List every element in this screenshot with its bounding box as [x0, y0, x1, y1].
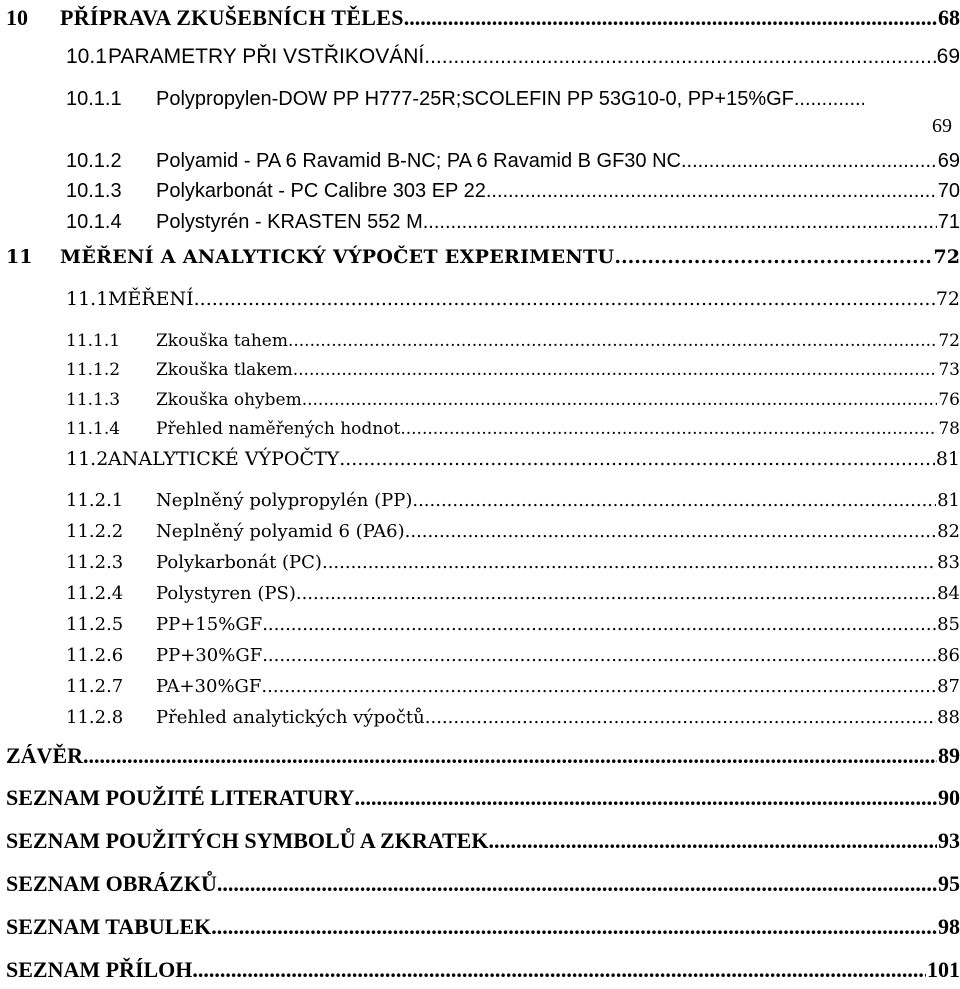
- toc-entry-number: 11.1.4: [66, 419, 121, 440]
- toc-leader-dots: [488, 829, 937, 853]
- toc-entry-title: SEZNAM OBRÁZKŮ: [6, 870, 217, 896]
- toc-entry-number: 11.2.2: [66, 521, 124, 543]
- toc-entry[interactable]: [0, 823, 960, 853]
- toc-entry-title: ZÁVĚR: [6, 742, 84, 768]
- toc-entry-number: 11.2.3: [66, 552, 124, 574]
- toc-entry-title: PŘÍPRAVA ZKUŠEBNÍCH TĚLES: [60, 4, 404, 30]
- toc-entry[interactable]: [0, 0, 960, 30]
- toc-entry-number: 11.2.7: [66, 676, 124, 698]
- toc-entry-number: 11.2.5: [66, 614, 124, 636]
- toc-entry-title: Polyamid - PA 6 Ravamid B-NC; PA 6 Ravamid B GF30 NC: [156, 150, 681, 172]
- toc-entry-title: Polypropylen-DOW PP H777-25R;SCOLEFIN PP 53G10-0, PP+15%GF: [156, 88, 794, 110]
- toc-leader-dots: [424, 45, 935, 68]
- toc-entry-page: 95: [938, 870, 960, 896]
- toc-entry-page: 70: [937, 180, 960, 202]
- toc-entry-page: 87: [937, 676, 960, 698]
- toc-entry-page: 84: [937, 583, 960, 605]
- toc-entry[interactable]: [0, 409, 960, 439]
- toc-entry-page: 69: [937, 150, 960, 172]
- toc-entry-number: 11.2.1: [66, 490, 124, 512]
- toc-leader-dots: [262, 646, 936, 666]
- toc-leader-dots: [293, 361, 938, 380]
- toc-leader-dots: [423, 211, 937, 233]
- toc-entry[interactable]: [0, 80, 960, 110]
- toc-entry-number: 11.2.6: [66, 645, 124, 667]
- toc-entry-page: 101: [927, 956, 960, 982]
- toc-entry-page: 69: [932, 115, 952, 137]
- toc-entry-number: 10.1.3: [66, 180, 122, 202]
- toc-leader-dots: [322, 553, 936, 573]
- toc-entry-number: 10.1: [66, 44, 107, 68]
- toc-entry-number: 10.1.2: [66, 150, 122, 172]
- toc-entry[interactable]: [0, 321, 960, 351]
- toc-entry[interactable]: [0, 866, 960, 896]
- toc-entry-page: 71: [937, 211, 960, 233]
- toc-leader-dots: [192, 958, 926, 982]
- toc-leader-dots: [354, 786, 937, 810]
- toc-leader-dots: [486, 180, 937, 202]
- toc-entry[interactable]: [0, 780, 960, 810]
- toc-entry[interactable]: [0, 574, 960, 604]
- toc-leader-dots: [288, 332, 937, 351]
- toc-entry-number: 11.2: [66, 448, 109, 471]
- toc-entry-page: 78: [938, 419, 960, 440]
- toc-entry-title: PP+30%GF: [156, 645, 263, 667]
- toc-entry-number: 10.1.4: [66, 211, 122, 233]
- toc-entry-title: PP+15%GF: [156, 614, 263, 636]
- toc-leader-dots: [83, 744, 937, 768]
- toc-entry-number: 11: [6, 246, 33, 269]
- toc-leader-dots: [302, 391, 938, 410]
- toc-entry-page: 69: [936, 44, 960, 68]
- toc-entry-title: PA+30%GF: [156, 676, 262, 698]
- toc-entry-page: 86: [937, 645, 960, 667]
- toc-leader-dots: [404, 6, 937, 30]
- toc-entry[interactable]: [0, 512, 960, 542]
- toc-entry-page: 82: [937, 521, 960, 543]
- toc-entry-title: SEZNAM POUŽITÝCH SYMBOLŮ A ZKRATEK: [6, 827, 489, 853]
- toc-entry-title: Neplněný polyamid 6 (PA6): [156, 521, 405, 543]
- toc-leader-dots: [217, 872, 937, 896]
- toc-entry-page: 76: [938, 390, 960, 411]
- toc-entry-title: SEZNAM POUŽITÉ LITERATURY: [6, 784, 355, 810]
- toc-entry-page: 93: [938, 827, 960, 853]
- toc-entry-title: Polystyrén - KRASTEN 552 M: [156, 211, 423, 233]
- toc-entry[interactable]: [0, 952, 960, 982]
- toc-leader-dots: [261, 677, 936, 697]
- toc-entry-title: Přehled naměřených hodnot: [156, 419, 401, 440]
- toc-entry[interactable]: [0, 481, 960, 511]
- toc-entry-number: 10.1.1: [66, 88, 122, 110]
- toc-entry-page: 83: [937, 552, 960, 574]
- toc-entry-title: Polykarbonát (PC): [156, 552, 322, 574]
- toc-entry-number: 11.1.1: [66, 331, 121, 352]
- toc-entry-page: 72: [933, 246, 960, 269]
- toc-entry-title: SEZNAM PŘÍLOH: [6, 956, 193, 982]
- toc-entry-title: MĚŘENÍ: [108, 288, 194, 311]
- toc-entry-number: 10: [6, 4, 28, 30]
- toc-entry-page: 72: [935, 288, 960, 311]
- toc-leader-dots: [425, 708, 936, 728]
- toc-entry-title: Zkouška ohybem: [156, 390, 302, 411]
- toc-entry-number: 11.1.3: [66, 390, 121, 411]
- toc-leader-dots: [262, 615, 936, 635]
- toc-entry-number: 11.2.8: [66, 707, 124, 729]
- toc-leader-dots: [296, 584, 936, 604]
- toc-entry-title: Zkouška tlakem: [156, 360, 293, 381]
- toc-entry[interactable]: [0, 380, 960, 410]
- toc-entry[interactable]: [0, 203, 960, 233]
- toc-entry-title: Neplněný polypropylén (PP): [156, 490, 413, 512]
- toc-entry-page: 98: [938, 913, 960, 939]
- toc-entry[interactable]: [0, 909, 960, 939]
- toc-entry-title: Polykarbonát - PC Calibre 303 EP 22: [156, 180, 486, 202]
- toc-entry[interactable]: [0, 440, 960, 470]
- toc-entry-page: 81: [937, 490, 960, 512]
- toc-entry[interactable]: [0, 38, 960, 68]
- toc-entry[interactable]: [0, 636, 960, 666]
- toc-entry-number: 11.2.4: [66, 583, 124, 605]
- toc-entry-title: Zkouška tahem: [156, 331, 288, 352]
- toc-entry-title: Polystyren (PS): [156, 583, 296, 605]
- toc-entry-title: PARAMETRY PŘI VSTŘIKOVÁNÍ: [108, 44, 425, 68]
- toc-entry[interactable]: [0, 280, 960, 310]
- toc-entry-page: 89: [938, 742, 960, 768]
- toc-leader-dots: [194, 289, 935, 310]
- toc-entry[interactable]: [0, 350, 960, 380]
- toc-leader-dots: [400, 420, 937, 439]
- toc-entry-page: 73: [938, 360, 960, 381]
- toc-entry-page: 72: [938, 331, 960, 352]
- toc-leader-dots: [614, 247, 932, 268]
- toc-entry[interactable]: [0, 543, 960, 573]
- toc-entry[interactable]: [0, 238, 960, 268]
- toc-leader-dots: [339, 449, 935, 470]
- toc-entry-page: 68: [938, 4, 960, 30]
- toc-entry[interactable]: [0, 605, 960, 635]
- toc-entry[interactable]: [0, 738, 960, 768]
- toc-entry[interactable]: [0, 172, 960, 202]
- toc-entry-number: 11.1.2: [66, 360, 121, 381]
- toc-entry-title: Přehled analytických výpočtů: [156, 707, 425, 729]
- toc-leader-dots: [211, 915, 937, 939]
- toc-entry-page: 81: [935, 448, 960, 471]
- toc-entry-page: 88: [937, 707, 960, 729]
- toc-leader-dots: [794, 88, 864, 110]
- toc-entry-page: 85: [937, 614, 960, 636]
- toc-entry-title: MĚŘENÍ A ANALYTICKÝ VÝPOČET EXPERIMENTU: [60, 246, 615, 269]
- toc-entry[interactable]: [0, 667, 960, 697]
- toc-entry-page: 90: [938, 784, 960, 810]
- toc-leader-dots: [681, 150, 937, 172]
- toc-entry[interactable]: [0, 698, 960, 728]
- toc-leader-dots: [412, 491, 936, 511]
- toc-leader-dots: [405, 522, 936, 542]
- toc-entry[interactable]: [0, 142, 960, 172]
- toc-entry-title: ANALYTICKÉ VÝPOČTY: [108, 448, 340, 471]
- toc-entry-number: 11.1: [66, 288, 109, 311]
- toc-entry-title: SEZNAM TABULEK: [6, 913, 212, 939]
